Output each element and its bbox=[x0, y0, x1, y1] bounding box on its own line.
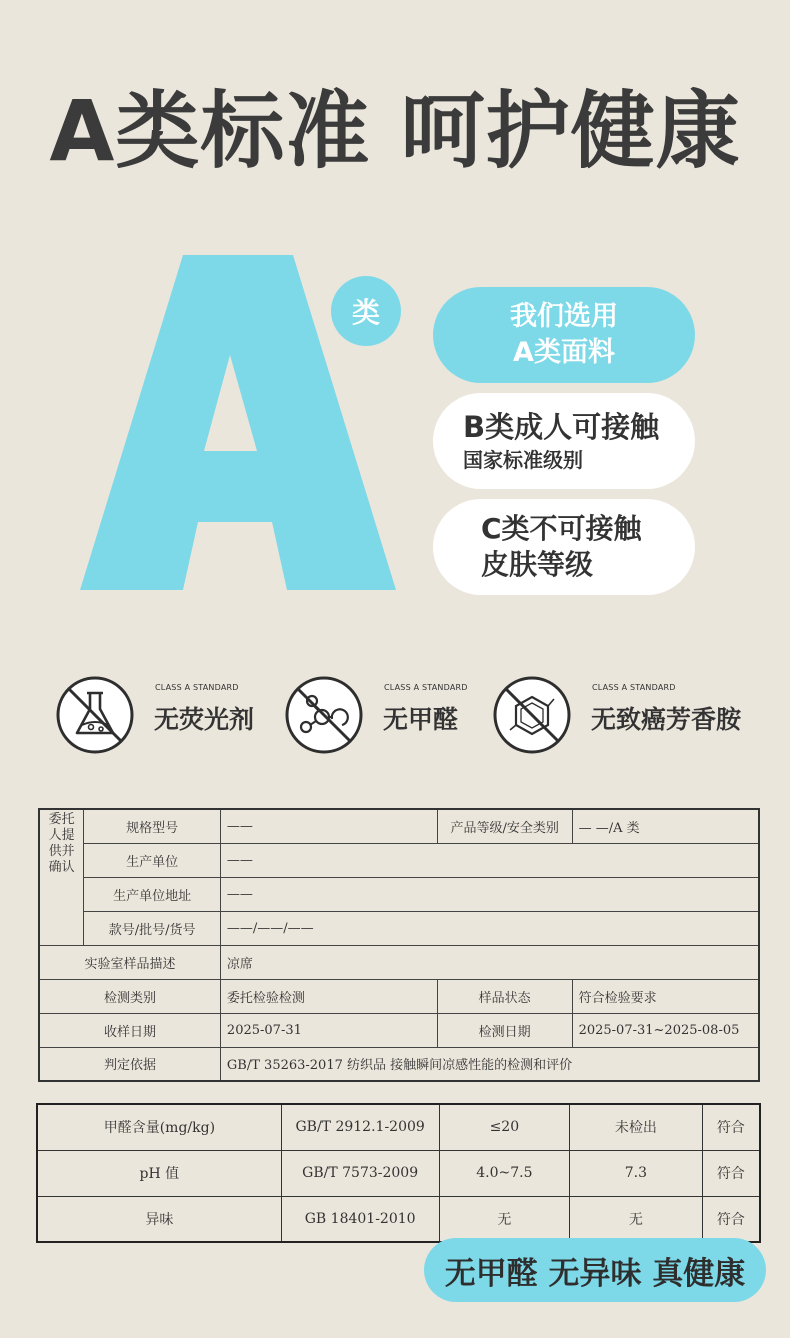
table-row bbox=[37, 1104, 760, 1150]
test-date-value: 2025-07-31~2025-08-05 bbox=[572, 1013, 759, 1047]
table-row bbox=[39, 911, 759, 945]
manufacturer-value: —— bbox=[220, 843, 759, 877]
grade-value: — —/A 类 bbox=[572, 809, 759, 843]
feature-no-amine bbox=[492, 673, 762, 757]
batch-value: ——/——/—— bbox=[220, 911, 759, 945]
basis-value: GB/T 35263-2017 纺织品 接触瞬间凉感性能的检测和评价 bbox=[220, 1047, 759, 1081]
result-verdict: 符合 bbox=[702, 1196, 760, 1242]
result-limit: 4.0~7.5 bbox=[439, 1150, 570, 1196]
table-row bbox=[39, 1013, 759, 1047]
pill-class-a bbox=[433, 287, 695, 383]
pill-class-b bbox=[433, 393, 695, 489]
result-standard: GB/T 2912.1-2009 bbox=[281, 1104, 439, 1150]
test-type-label: 检测类别 bbox=[39, 979, 220, 1013]
pill-b-line2: 国家标准级别 bbox=[463, 448, 583, 472]
pill-class-c bbox=[433, 499, 695, 595]
result-value: 7.3 bbox=[570, 1150, 702, 1196]
result-verdict: 符合 bbox=[702, 1104, 760, 1150]
result-limit: 无 bbox=[439, 1196, 570, 1242]
table-row bbox=[39, 809, 759, 843]
pill-b-line1: B类成人可接触 bbox=[463, 410, 660, 444]
sample-desc-value: 凉席 bbox=[220, 945, 759, 979]
result-value: 无 bbox=[570, 1196, 702, 1242]
page-headline: A类标准 呵护健康 bbox=[49, 82, 741, 180]
result-verdict: 符合 bbox=[702, 1150, 760, 1196]
slogan-pill: 无甲醛 无异味 真健康 bbox=[424, 1238, 766, 1302]
test-results-table bbox=[36, 1103, 761, 1243]
feature-caption: CLASS A STANDARD bbox=[155, 683, 239, 692]
manufacturer-label: 生产单位 bbox=[84, 843, 221, 877]
receive-date-value: 2025-07-31 bbox=[220, 1013, 437, 1047]
feature-caption: CLASS A STANDARD bbox=[592, 683, 676, 692]
spec-model-label: 规格型号 bbox=[84, 809, 221, 843]
table-row bbox=[39, 877, 759, 911]
entrusted-side-label: 委托人提供并确认 bbox=[39, 809, 84, 945]
no-flask-icon bbox=[55, 675, 135, 755]
result-item: pH 值 bbox=[37, 1150, 281, 1196]
sample-desc-label: 实验室样品描述 bbox=[39, 945, 220, 979]
feature-no-fluorescent bbox=[55, 673, 265, 757]
table-row bbox=[37, 1150, 760, 1196]
address-label: 生产单位地址 bbox=[84, 877, 221, 911]
table-row bbox=[39, 1047, 759, 1081]
no-amine-icon bbox=[492, 675, 572, 755]
pill-c-line2: 皮肤等级 bbox=[481, 548, 594, 581]
no-molecule-icon bbox=[284, 675, 364, 755]
test-type-value: 委托检验检测 bbox=[220, 979, 437, 1013]
feature-caption: CLASS A STANDARD bbox=[384, 683, 468, 692]
feature-label: 无甲醛 bbox=[383, 705, 459, 734]
result-value: 未检出 bbox=[570, 1104, 702, 1150]
result-standard: GB/T 7573-2009 bbox=[281, 1150, 439, 1196]
feature-label: 无致癌芳香胺 bbox=[591, 705, 742, 734]
batch-label: 款号/批号/货号 bbox=[84, 911, 221, 945]
table-row bbox=[39, 843, 759, 877]
table-row bbox=[39, 945, 759, 979]
sample-state-label: 样品状态 bbox=[437, 979, 572, 1013]
basis-label: 判定依据 bbox=[39, 1047, 220, 1081]
sample-state-value: 符合检验要求 bbox=[572, 979, 759, 1013]
pill-c-line1: C类不可接触 bbox=[481, 512, 642, 545]
grade-badge: 类 bbox=[331, 276, 401, 346]
feature-no-formaldehyde bbox=[284, 673, 474, 757]
feature-label: 无荧光剂 bbox=[154, 705, 255, 734]
spec-model-value: —— bbox=[220, 809, 437, 843]
test-date-label: 检测日期 bbox=[437, 1013, 572, 1047]
result-item: 异味 bbox=[37, 1196, 281, 1242]
test-report-table bbox=[38, 808, 760, 1082]
pill-a-line2: A类面料 bbox=[513, 337, 615, 368]
result-limit: ≤20 bbox=[439, 1104, 570, 1150]
result-standard: GB 18401-2010 bbox=[281, 1196, 439, 1242]
table-row bbox=[39, 979, 759, 1013]
address-value: —— bbox=[220, 877, 759, 911]
table-row bbox=[37, 1196, 760, 1242]
result-item: 甲醛含量(mg/kg) bbox=[37, 1104, 281, 1150]
grade-label: 产品等级/安全类别 bbox=[437, 809, 572, 843]
receive-date-label: 收样日期 bbox=[39, 1013, 220, 1047]
pill-a-line1: 我们选用 bbox=[510, 301, 618, 332]
